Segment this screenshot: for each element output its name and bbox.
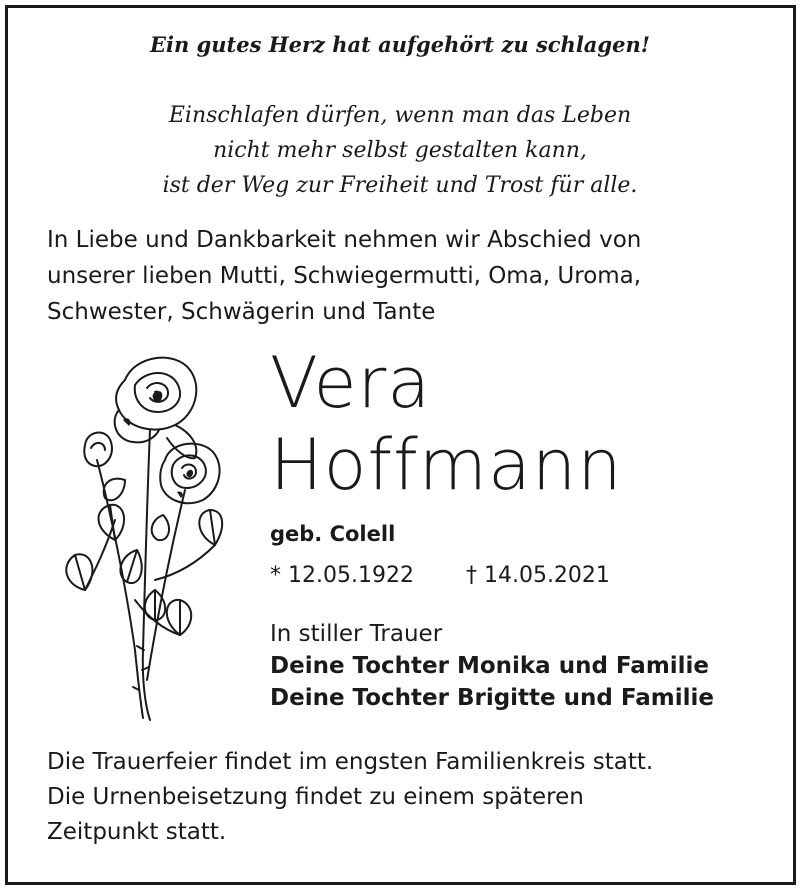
closing-line: Die Urnenbeisetzung findet zu einem späteren (47, 784, 584, 810)
poem-line: ist der Weg zur Freiheit und Trost für alle. (162, 173, 638, 198)
intro-text (47, 222, 641, 330)
birth-date: * 12.05.1922 (270, 563, 414, 588)
deceased-first-name: Vera (270, 342, 432, 424)
closing-text (47, 745, 653, 850)
intro-line: unserer lieben Mutti, Schwiegermutti, Oma, Uroma, (47, 263, 642, 289)
poem-line: nicht mehr selbst gestalten kann, (213, 138, 587, 163)
mourner-line: Deine Tochter Brigitte und Familie (270, 685, 714, 711)
death-date: † 14.05.2021 (465, 563, 610, 588)
birth-name: geb. Colell (270, 522, 396, 546)
poem-line: Einschlafen dürfen, wenn man das Leben (168, 103, 632, 128)
life-dates (270, 563, 610, 588)
mourners-block (270, 618, 714, 714)
closing-line: Zeitpunkt statt. (47, 819, 227, 845)
roses-illustration (55, 350, 230, 725)
closing-line: Die Trauerfeier findet im engsten Familienkreis statt. (47, 749, 654, 775)
poem (0, 98, 800, 203)
intro-line: Schwester, Schwägerin und Tante (47, 299, 436, 325)
deceased-name (270, 342, 623, 506)
mourning-intro: In stiller Trauer (270, 621, 443, 647)
intro-line: In Liebe und Dankbarkeit nehmen wir Abschied von (47, 227, 642, 253)
mourner-line: Deine Tochter Monika und Familie (270, 653, 710, 679)
deceased-last-name: Hoffmann (270, 424, 623, 506)
obituary-heading: Ein gutes Herz hat aufgehört zu schlagen! (150, 32, 650, 57)
